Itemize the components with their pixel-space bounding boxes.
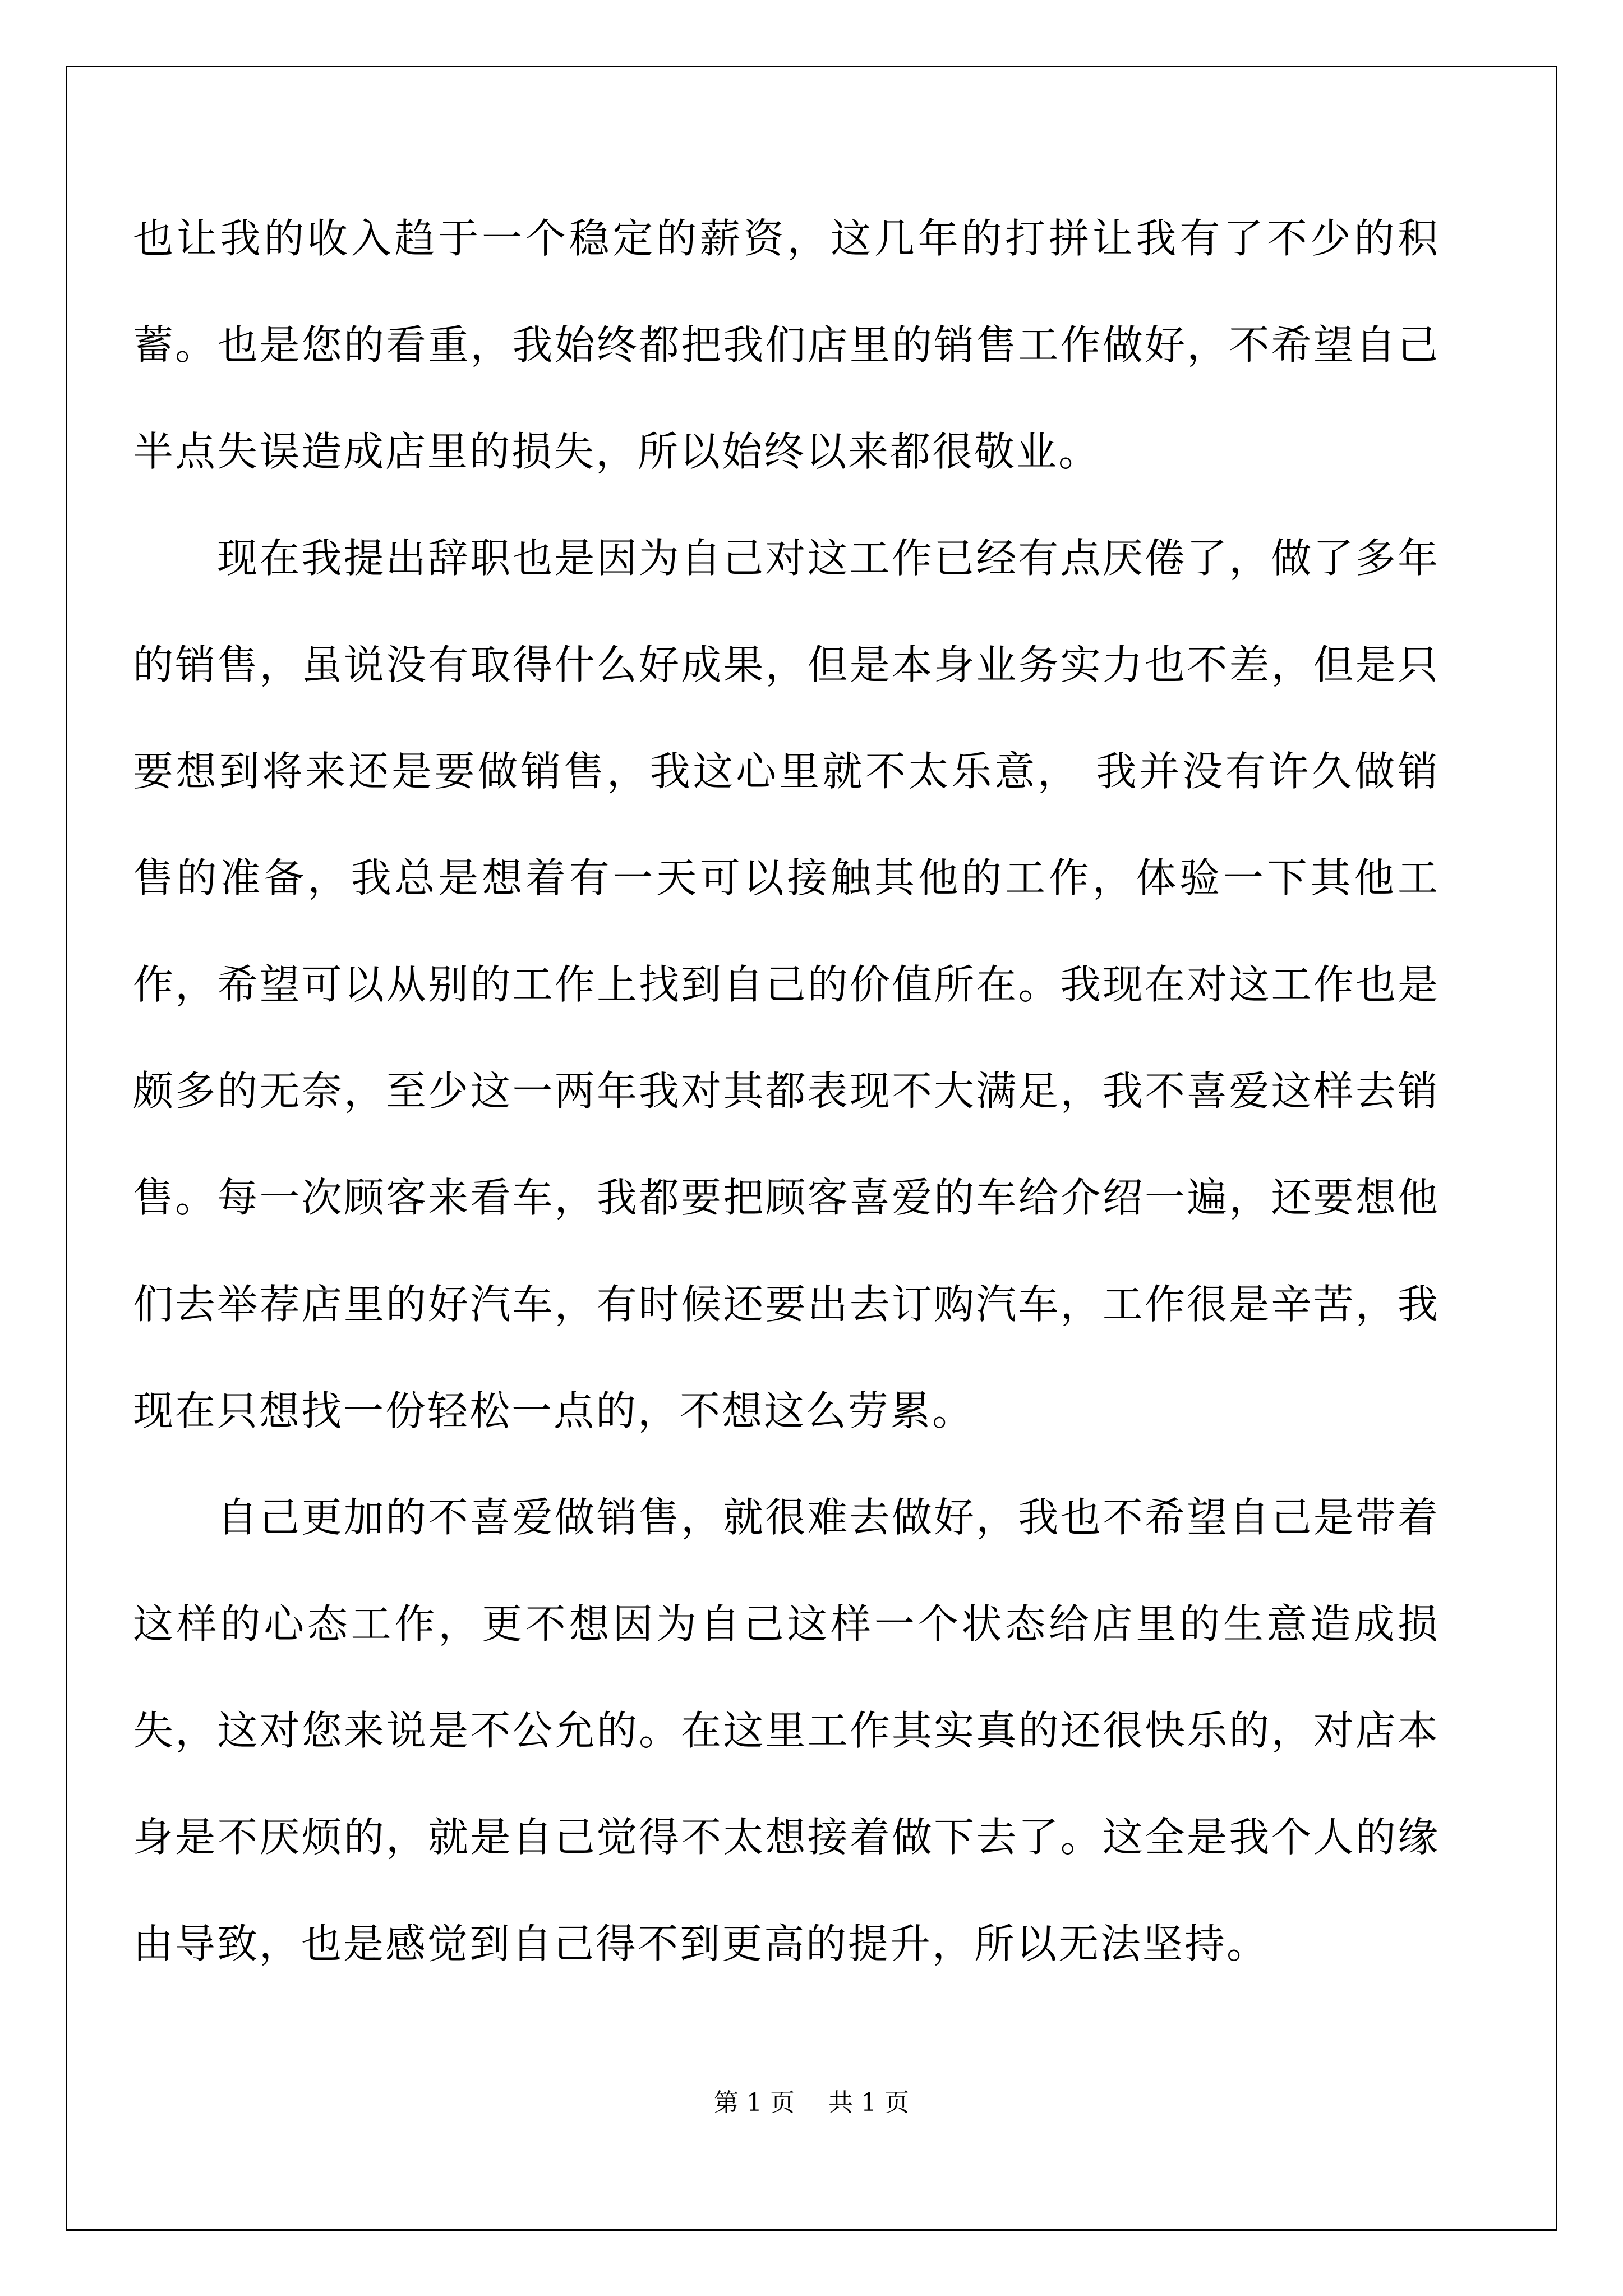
document-body [133, 185, 1440, 1997]
paragraph-2: 现在我提出辞职也是因为自己对这工作已经有点厌倦了，做了多年的销售，虽说没有取得什么好成果，但是本身业务实力也不差，但是只要想到将来还是要做销售，我这心里就不太乐意， 我并没有许久做销售的准备，我总是想着有一天可以接触其他的工作，体验一下其他工作，希望可以从别的工作上找到自己的价值所在。我现在对这工作也是颇多的无奈，至少这一两年我对其都表现不大满足，我不喜爱这样去销售。每一次顾客来看车，我都要把顾客喜爱的车给介绍一遍，还要想他们去举荐店里的好汽车，有时候还要出去订购汽车，工作很是辛苦，我现在只想找一份轻松一点的，不想这么劳累。 [133, 535, 1440, 1434]
paragraph-1: 也让我的收入趋于一个稳定的薪资，这几年的打拼让我有了不少的积蓄。也是您的看重，我始终都把我们店里的销售工作做好，不希望自己半点失误造成店里的损失，所以始终以来都很敬业。 [133, 215, 1440, 475]
paragraph-3: 自己更加的不喜爱做销售，就很难去做好，我也不希望自己是带着这样的心态工作，更不想因为自己这样一个状态给店里的生意造成损失，这对您来说是不公允的。在这里工作其实真的还很快乐的，对店本身是不厌烦的，就是自己觉得不太想接着做下去了。这全是我个人的缘由导致，也是感觉到自己得不到更高的提升，所以无法坚持。 [133, 1494, 1440, 1967]
total-pages: 共 1 页 [828, 2088, 909, 2117]
page-footer [0, 2082, 1623, 2118]
page-number: 第 1 页 [714, 2088, 795, 2117]
